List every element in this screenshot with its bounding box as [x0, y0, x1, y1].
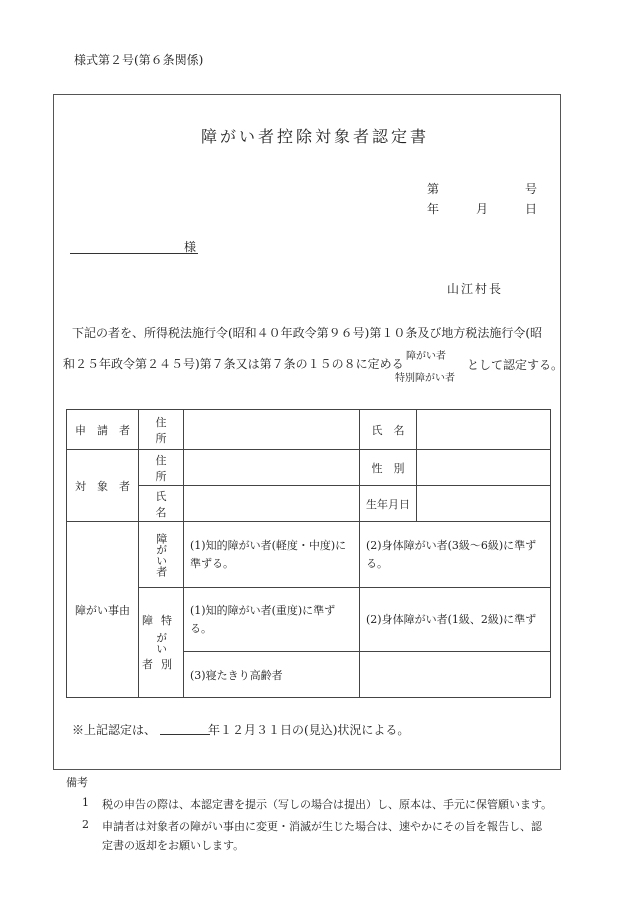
table-row — [67, 486, 551, 522]
option-physical-1-2[interactable]: (2)身体障がい者(1級、2級)に準ず — [360, 588, 551, 652]
special-disabled-category — [139, 588, 184, 698]
date-month-label: 月 — [476, 202, 489, 216]
issuer: 山江村長 — [447, 282, 504, 296]
applicant-label: 申 請 者 — [67, 410, 139, 450]
remarks-title: 備考 — [66, 776, 88, 789]
remark-1: 税の申告の際は、本認定書を提示（写しの場合は提出）し、原本は、手元に保管願います。 — [102, 798, 553, 811]
addressee-blank[interactable] — [70, 253, 198, 254]
applicant-name-value[interactable] — [417, 410, 551, 450]
body-text-line2: 和２５年政令第２４５号)第７条又は第７条の１５の８に定める — [63, 357, 404, 371]
table-row — [67, 522, 551, 588]
option-intellectual-mild[interactable]: (1)知的障がい者(軽度・中度)に準ずる。 — [184, 522, 360, 588]
empty-cell — [360, 652, 551, 698]
remark-2-line1: 申請者は対象者の障がい事由に変更・消滅が生じた場合は、速やかにその旨を報告し、認 — [102, 820, 542, 833]
addressee-suffix: 様 — [184, 240, 197, 254]
target-address-label: 住 所 — [139, 450, 184, 486]
date-year-label: 年 — [427, 202, 440, 216]
option-physical-3-6[interactable]: (2)身体障がい者(3級～6級)に準ずる。 — [360, 522, 551, 588]
remark-2-number: 2 — [82, 818, 89, 831]
special-category-line3: 者別 — [142, 657, 180, 671]
target-birthdate-label: 生年月日 — [360, 486, 417, 522]
remark-1-number: 1 — [82, 796, 89, 809]
number-unit: 号 — [525, 182, 538, 196]
special-category-line2: がい — [154, 631, 168, 654]
applicant-address-label: 住 所 — [139, 410, 184, 450]
option-intellectual-severe[interactable]: (1)知的障がい者(重度)に準ずる。 — [184, 588, 360, 652]
body-text-line1: 下記の者を、所得税法施行令(昭和４０年政令第９６号)第１０条及び地方税法施行令(昭 — [72, 326, 543, 340]
target-address-value[interactable] — [184, 450, 360, 486]
date-day-label: 日 — [525, 202, 538, 216]
disabled-category: 障がい者 — [139, 522, 184, 588]
applicant-name-label: 氏 名 — [360, 410, 417, 450]
footnote — [72, 721, 409, 738]
option-bedridden-elderly[interactable]: (3)寝たきり高齢者 — [184, 652, 360, 698]
target-sex-value[interactable] — [417, 450, 551, 486]
table-row — [67, 588, 551, 652]
remark-2-line2: 定書の返却をお願いします。 — [102, 839, 245, 852]
target-name-value[interactable] — [184, 486, 360, 522]
form-number: 様式第２号(第６条関係) — [74, 53, 204, 67]
target-sex-label: 性 別 — [360, 450, 417, 486]
table-row — [67, 410, 551, 450]
table-row — [67, 450, 551, 486]
choice-special-disabled[interactable]: 特別障がい者 — [395, 373, 455, 384]
number-label: 第 — [427, 182, 440, 196]
body-text-line2-end: として認定する。 — [467, 358, 564, 372]
special-category-line1: 障特 — [142, 613, 180, 627]
footnote-prefix: ※上記認定は、 — [72, 723, 157, 737]
footnote-year-underline — [160, 734, 210, 735]
certificate-table — [66, 409, 551, 698]
applicant-address-value[interactable] — [184, 410, 360, 450]
target-label: 対 象 者 — [67, 450, 139, 522]
footnote-suffix: 年１２月３１日の(見込)状況による。 — [208, 723, 410, 737]
choice-disabled[interactable]: 障がい者 — [406, 351, 446, 362]
certificate-title: 障がい者控除対象者認定書 — [200, 127, 429, 146]
reason-label: 障がい事由 — [67, 522, 139, 698]
target-birthdate-value[interactable] — [417, 486, 551, 522]
target-name-label: 氏 名 — [139, 486, 184, 522]
